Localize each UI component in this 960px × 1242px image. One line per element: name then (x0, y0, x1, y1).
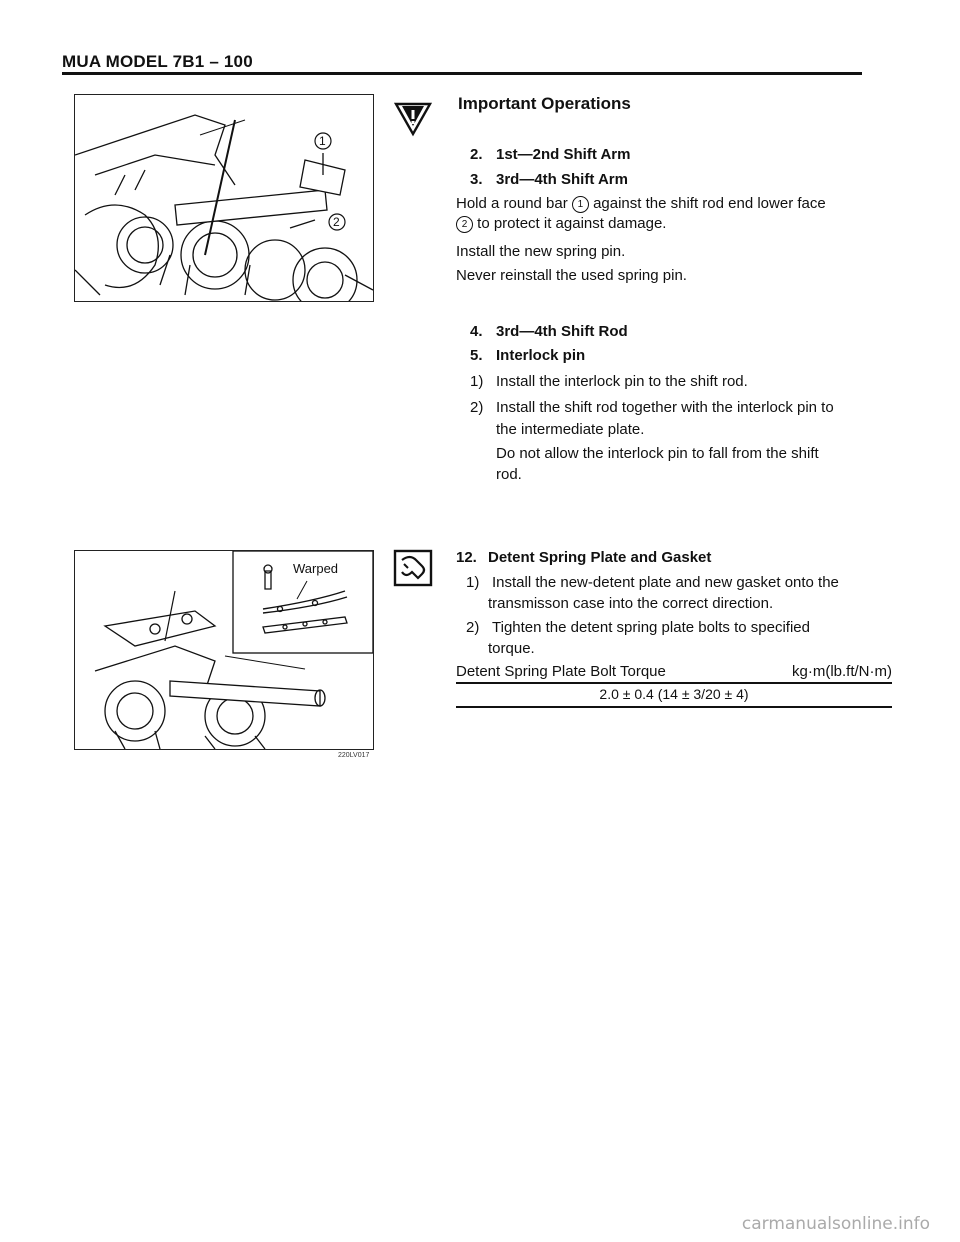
shift-arm-illustration (74, 94, 374, 302)
s3-step-1-number: 1) (466, 574, 480, 591)
step-2 (470, 398, 834, 418)
torque-table-value: 2.0 ± 0.4 (14 ± 3/20 ± 4) (599, 686, 749, 702)
figure-code: 220LV017 (338, 752, 370, 759)
warning-triangle-icon (392, 100, 434, 138)
s3-step-2-line1: Tighten the detent spring plate bolts to specified (492, 619, 810, 636)
item-2-label: 1st—2nd Shift Arm (496, 146, 631, 163)
s3-step-1-line2: transmisson case into the correct direction. (488, 595, 774, 612)
footer-watermark: carmanualsonline.info (741, 1214, 930, 1234)
fig1-callout-1: 1 (319, 134, 326, 148)
marker-2: 2 (456, 216, 473, 233)
paragraph-round-bar (456, 194, 896, 234)
item-3-number: 3. (470, 171, 483, 188)
s3-step-2-line2: torque. (488, 640, 535, 657)
fig1-callout-2: 2 (333, 215, 340, 229)
item-5-number: 5. (470, 347, 483, 364)
step-2-line2: the intermediate plate. (496, 421, 645, 438)
note-line1: Do not allow the interlock pin to fall from the shift (496, 445, 819, 462)
marker-1: 1 (572, 196, 589, 213)
item-2 (470, 145, 630, 165)
s3-step-1-line1: Install the new-detent plate and new gasket onto the (492, 574, 839, 591)
torque-table-bottom-rule (456, 706, 892, 708)
item-12 (456, 548, 711, 568)
paragraph-install-pin: Install the new spring pin. (456, 243, 626, 260)
step-1 (470, 372, 748, 392)
para1-part-b: against the shift rod end lower face (588, 195, 826, 212)
step-1-text: Install the interlock pin to the shift rod. (496, 373, 748, 390)
step-2-line1: Install the shift rod together with the interlock pin to (496, 399, 834, 416)
item-5-label: Interlock pin (496, 347, 586, 364)
step-2-number: 2) (470, 399, 484, 416)
item-12-label: Detent Spring Plate and Gasket (488, 549, 712, 566)
torque-wrench-icon (392, 548, 434, 588)
item-4 (470, 322, 628, 342)
page-header: MUA MODEL 7B1 – 100 (62, 52, 253, 71)
s3-step-1 (466, 573, 839, 593)
fig2-inset-label: Warped (293, 561, 339, 576)
section-heading: Important Operations (458, 94, 631, 113)
torque-table-label: Detent Spring Plate Bolt Torque (456, 663, 666, 680)
item-5 (470, 346, 585, 366)
item-4-number: 4. (470, 323, 483, 340)
s3-step-2-number: 2) (466, 619, 480, 636)
item-3 (470, 170, 628, 190)
item-4-label: 3rd—4th Shift Rod (496, 323, 628, 340)
detent-plate-illustration (74, 550, 374, 750)
para1-part-c: to protect it against damage. (473, 215, 667, 232)
paragraph-never-reinstall: Never reinstall the used spring pin. (456, 267, 687, 284)
para1-part-a: Hold a round bar (456, 195, 572, 212)
item-2-number: 2. (470, 146, 483, 163)
torque-table-unit: kg·m(lb.ft/N·m) (792, 663, 892, 680)
item-3-label: 3rd—4th Shift Arm (496, 171, 628, 188)
step-1-number: 1) (470, 373, 484, 390)
header-rule (62, 72, 862, 75)
s3-step-2 (466, 618, 810, 638)
item-12-number: 12. (456, 549, 477, 566)
note-line2: rod. (496, 466, 522, 483)
